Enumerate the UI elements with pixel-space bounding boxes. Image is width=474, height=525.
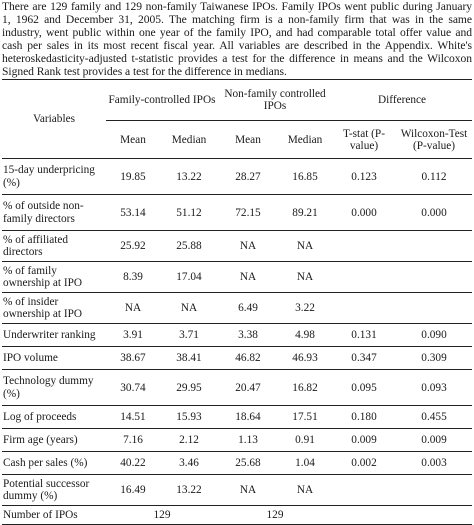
cell-nonfamily-median: 17.51: [278, 406, 332, 429]
cell-family-mean: 16.49: [106, 475, 160, 506]
cell-wilcoxon: 0.009: [396, 429, 472, 452]
cell-family-mean: NA: [106, 293, 160, 324]
cell-nonfamily-median: 1.04: [278, 452, 332, 475]
cell-tstat: 0.009: [332, 429, 396, 452]
row-variable: % of outside non-family directors: [2, 195, 106, 231]
cell-wilcoxon: 0.090: [396, 324, 472, 347]
cell-nonfamily-mean: 3.38: [218, 324, 278, 347]
table-row: [2, 370, 472, 406]
header-nonfamily-mean: Mean: [235, 133, 261, 146]
cell-family-median: 3.46: [160, 452, 218, 475]
footer-nonfamily-count: 129: [218, 506, 332, 525]
cell-wilcoxon: 0.112: [396, 159, 472, 195]
header-wilcoxon: Wilcoxon-Test (P-value): [400, 127, 468, 152]
cell-nonfamily-mean: 1.13: [218, 429, 278, 452]
cell-tstat: [332, 262, 396, 293]
table-row: [2, 452, 472, 475]
cell-tstat: 0.123: [332, 159, 396, 195]
header-family-median: Median: [171, 133, 207, 146]
cell-wilcoxon: 0.455: [396, 406, 472, 429]
cell-family-median: 3.71: [160, 324, 218, 347]
cell-nonfamily-median: 46.93: [278, 347, 332, 370]
cell-nonfamily-mean: NA: [218, 475, 278, 506]
cell-wilcoxon: 0.003: [396, 452, 472, 475]
table-row: [2, 475, 472, 506]
cell-wilcoxon: [396, 475, 472, 506]
cell-nonfamily-median: 4.98: [278, 324, 332, 347]
cell-family-mean: 19.85: [106, 159, 160, 195]
table-row: [2, 324, 472, 347]
cell-family-mean: 14.51: [106, 406, 160, 429]
cell-tstat: 0.131: [332, 324, 396, 347]
cell-nonfamily-mean: 18.64: [218, 406, 278, 429]
header-tstat: T-stat (P-value): [343, 127, 385, 152]
cell-family-median: NA: [160, 293, 218, 324]
cell-tstat: [332, 231, 396, 262]
header-family-group: Family-controlled IPOs: [106, 80, 218, 121]
table-row: [2, 262, 472, 293]
header-row-groups: [2, 80, 472, 121]
cell-tstat: 0.000: [332, 195, 396, 231]
row-variable: 15-day underpricing (%): [2, 159, 106, 195]
row-variable: IPO volume: [2, 347, 106, 370]
cell-family-mean: 3.91: [106, 324, 160, 347]
cell-nonfamily-median: 16.82: [278, 370, 332, 406]
header-nonfamily-group: Non-family controlled IPOs: [218, 80, 332, 121]
cell-family-median: 51.12: [160, 195, 218, 231]
cell-family-mean: 30.74: [106, 370, 160, 406]
cell-tstat: [332, 293, 396, 324]
cell-nonfamily-median: 0.91: [278, 429, 332, 452]
cell-family-mean: 25.92: [106, 231, 160, 262]
footer-row: [2, 506, 472, 525]
header-variables: Variables: [2, 80, 106, 159]
cell-wilcoxon: 0.000: [396, 195, 472, 231]
cell-nonfamily-median: 3.22: [278, 293, 332, 324]
footer-label: Number of IPOs: [2, 506, 106, 525]
cell-nonfamily-median: NA: [278, 231, 332, 262]
table-row: [2, 195, 472, 231]
header-nonfamily-median: Median: [287, 133, 323, 146]
cell-wilcoxon: 0.309: [396, 347, 472, 370]
row-variable: Log of proceeds: [2, 406, 106, 429]
row-variable: Cash per sales (%): [2, 452, 106, 475]
cell-family-mean: 8.39: [106, 262, 160, 293]
cell-nonfamily-mean: NA: [218, 231, 278, 262]
cell-family-median: 2.12: [160, 429, 218, 452]
cell-nonfamily-mean: NA: [218, 262, 278, 293]
table-row: [2, 406, 472, 429]
cell-nonfamily-mean: 20.47: [218, 370, 278, 406]
cell-nonfamily-median: 16.85: [278, 159, 332, 195]
cell-family-mean: 53.14: [106, 195, 160, 231]
table-row: [2, 347, 472, 370]
cell-family-median: 15.93: [160, 406, 218, 429]
cell-family-median: 38.41: [160, 347, 218, 370]
row-variable: Underwriter ranking: [2, 324, 106, 347]
row-variable: % of family ownership at IPO: [2, 262, 106, 293]
ipo-comparison-table: [2, 79, 472, 525]
cell-family-mean: 40.22: [106, 452, 160, 475]
row-variable: % of affiliated directors: [2, 231, 106, 262]
cell-nonfamily-mean: 6.49: [218, 293, 278, 324]
cell-nonfamily-median: NA: [278, 262, 332, 293]
cell-tstat: 0.180: [332, 406, 396, 429]
table-row: [2, 231, 472, 262]
cell-tstat: 0.095: [332, 370, 396, 406]
cell-nonfamily-median: 89.21: [278, 195, 332, 231]
cell-nonfamily-mean: 28.27: [218, 159, 278, 195]
cell-tstat: [332, 475, 396, 506]
table-row: [2, 293, 472, 324]
row-variable: Potential successor dummy (%): [2, 475, 106, 506]
table-body: [2, 159, 472, 506]
row-variable: % of insider ownership at IPO: [2, 293, 106, 324]
cell-family-mean: 7.16: [106, 429, 160, 452]
cell-wilcoxon: [396, 293, 472, 324]
cell-family-mean: 38.67: [106, 347, 160, 370]
header-difference-group: Difference: [332, 80, 472, 121]
cell-tstat: 0.002: [332, 452, 396, 475]
cell-family-median: 13.22: [160, 475, 218, 506]
cell-wilcoxon: [396, 231, 472, 262]
cell-wilcoxon: [396, 262, 472, 293]
row-variable: Technology dummy (%): [2, 370, 106, 406]
table-caption: There are 129 family and 129 non-family Taiwanese IPOs. Family IPOs went public during January 1, 1962 and December 31, 2005. The matching firm is a non-family firm that was in the same industry, went public within one year of the family IPO, and had comparable total offer value and cash per sales in its most recent fiscal year. All variables are described in the Appendix. White's heteroskedasticity-adjusted t-statistic provides a test for the difference in means and the Wilcoxon Signed Rank test provides a test for the difference in medians.: [2, 0, 472, 78]
cell-nonfamily-median: NA: [278, 475, 332, 506]
cell-family-median: 17.04: [160, 262, 218, 293]
cell-nonfamily-mean: 46.82: [218, 347, 278, 370]
cell-family-median: 13.22: [160, 159, 218, 195]
table-row: [2, 159, 472, 195]
cell-nonfamily-mean: 72.15: [218, 195, 278, 231]
cell-tstat: 0.347: [332, 347, 396, 370]
cell-wilcoxon: 0.093: [396, 370, 472, 406]
cell-family-median: 29.95: [160, 370, 218, 406]
footer-family-count: 129: [106, 506, 218, 525]
cell-family-median: 25.88: [160, 231, 218, 262]
row-variable: Firm age (years): [2, 429, 106, 452]
cell-nonfamily-mean: 25.68: [218, 452, 278, 475]
table-row: [2, 429, 472, 452]
header-family-mean: Mean: [120, 133, 146, 146]
